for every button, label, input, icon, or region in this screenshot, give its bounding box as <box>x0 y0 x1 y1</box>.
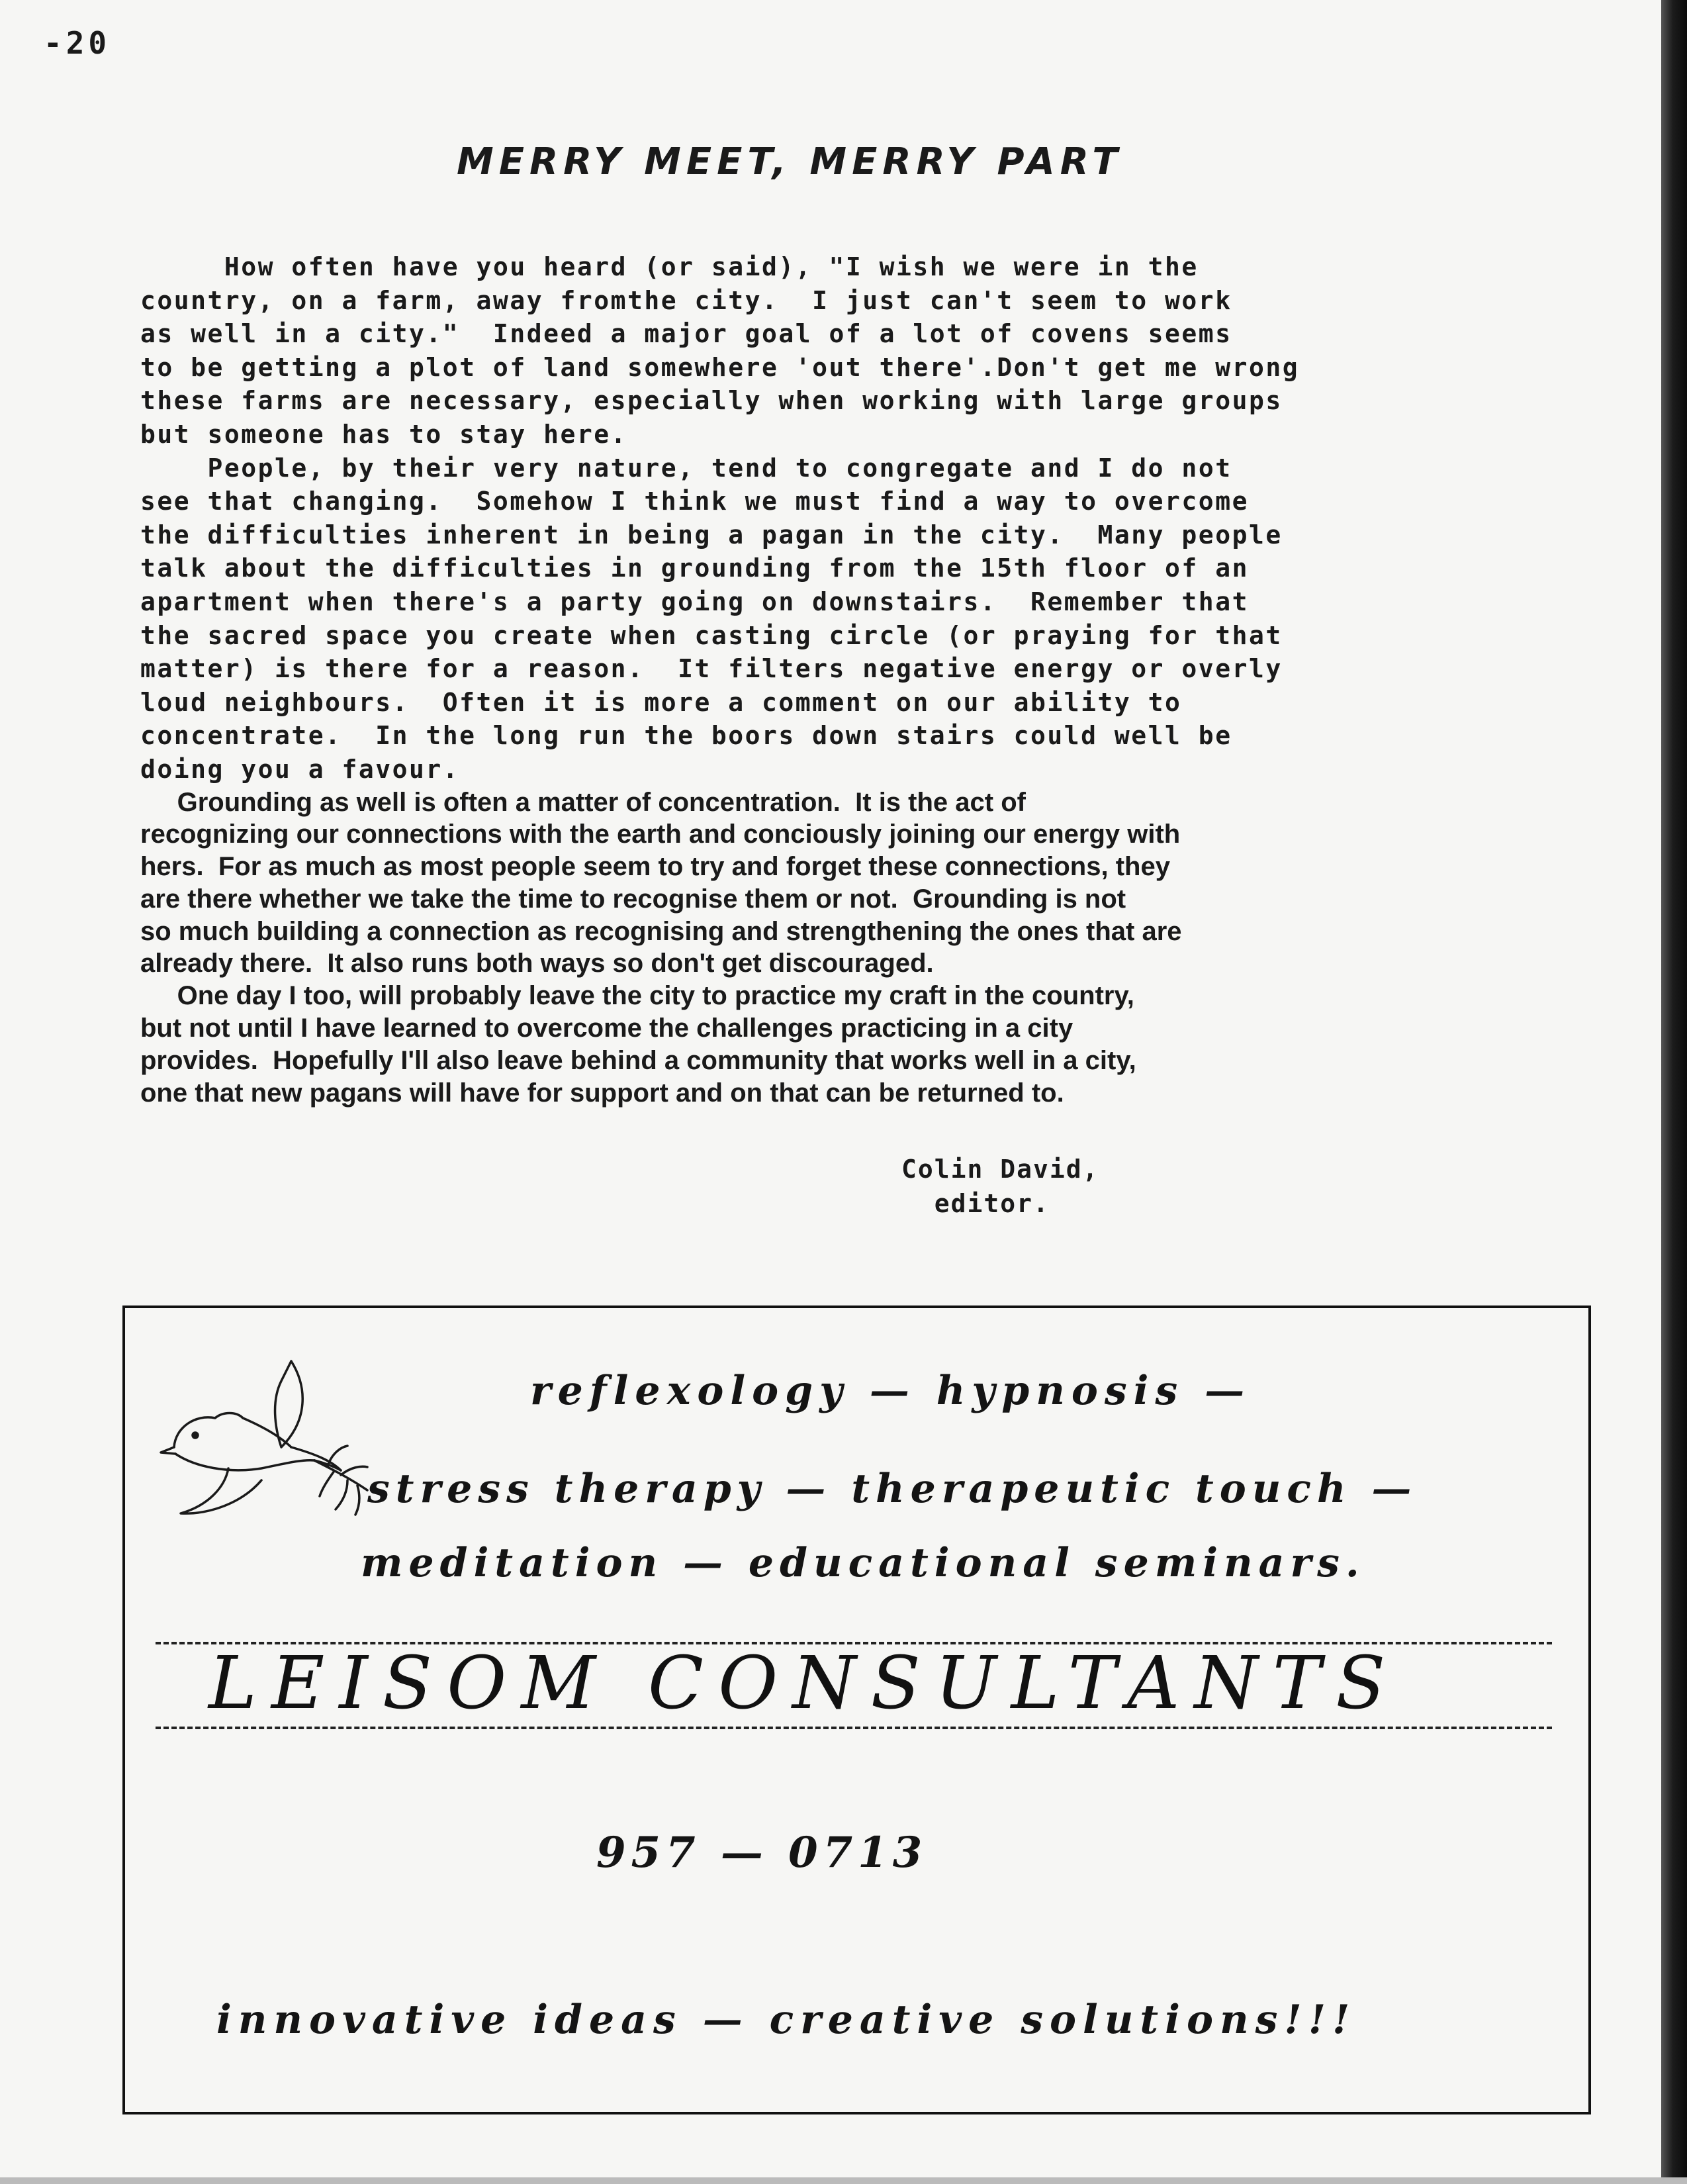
dashed-rule-bottom <box>156 1727 1552 1729</box>
signature-name: Colin David, <box>901 1155 1099 1184</box>
ad-tagline: innovative ideas — creative solutions!!! <box>216 1997 1357 2043</box>
ad-phone-number: 957 — 0713 <box>596 1828 928 1877</box>
ad-services-line-1: reflexology — hypnosis — <box>530 1368 1252 1414</box>
signature <box>901 1152 1099 1221</box>
article-paragraph-2: People, by their very nature, tend to congregate and I do not see that changing. Somehow I think we must find a way to overcome the difficulties inherent in being a pagan in the city. Many people talk about the difficulties in grounding from the 15th floor of an apartment when there's a party going on downstairs. Remember that the sacred space you create when casting circle (or praying for that matter) is there for a reason. It filters negative energy or overly loud neighbours. Often it is more a comment on our ability to concentrate. In the long run the boors down stairs could well be doing you a favour. <box>140 453 1283 784</box>
article-paragraph-4: One day I too, will probably leave the city to practice my craft in the country, but not until I have learned to overcome the challenges practicing in a city provides. Hopefully I'll also leave behind a community that works well in a city, one that new pagans will have for support and on that can be returned to. <box>140 981 1136 1108</box>
scan-bottom-edge <box>0 2177 1687 2184</box>
ad-services-line-3: meditation — educational seminars. <box>361 1540 1365 1586</box>
signature-role: editor. <box>901 1189 1050 1218</box>
article-title: MERRY MEET, MERRY PART <box>457 140 1123 183</box>
ad-business-name-block <box>156 1633 1552 1738</box>
article-paragraph-1: How often have you heard (or said), "I wish we were in the country, on a farm, away fromthe city. I just can't seem to work as well in a city." Indeed a major goal of a lot of covens seems to be getting a plot of land somewhere 'out there'.Don't get me wrong these farms are necessary, especially when working with large groups but someone has to stay here. <box>140 252 1300 449</box>
advertisement-box <box>122 1306 1591 2114</box>
ad-business-name: LEISOM CONSULTANTS <box>208 1640 1400 1725</box>
article-body <box>140 250 1563 1109</box>
article-paragraph-3: Grounding as well is often a matter of concentration. It is the act of recognizing our connections with the earth and conciously joining our energy with hers. For as much as most people seem to try and forget these connections, they are there whether we take the time to recognise them or not. Grounding is not so much building a connection as recognising and strengthening the ones that are already there. It also runs both ways so don't get discouraged. <box>140 787 1182 978</box>
ad-services-line-2: stress therapy — therapeutic touch — <box>367 1466 1418 1512</box>
scan-edge-shadow <box>1661 0 1687 2184</box>
page-number: -20 <box>44 25 111 61</box>
